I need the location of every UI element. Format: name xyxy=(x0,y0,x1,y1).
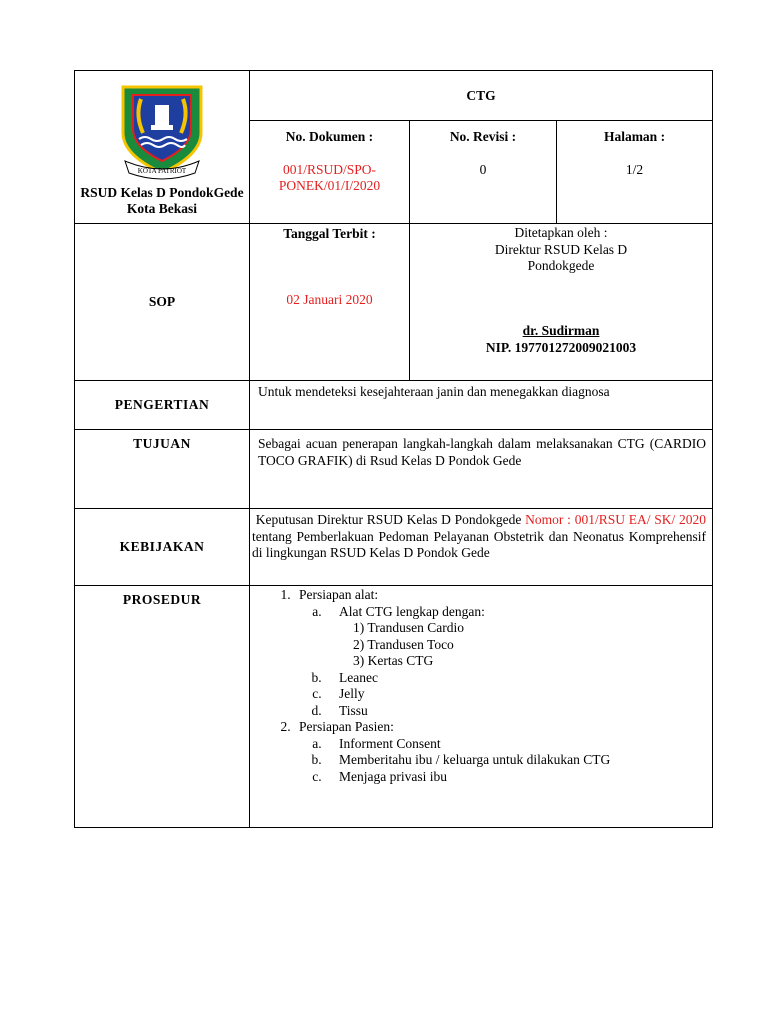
procedure-step-1d: d. Tissu xyxy=(325,703,712,720)
procedure-list xyxy=(250,587,712,785)
revision-value: 0 xyxy=(479,162,487,177)
procedure-step-1a xyxy=(325,604,712,670)
revision-cell xyxy=(410,121,557,224)
signer-nip: NIP. 197701272009021003 xyxy=(485,339,637,355)
kebijakan-text-2: tentang Pemberlakuan Pedoman Pelayanan Obstetrik dan Neonatus Komprehensif di lingkungan RSUD Kelas D Pondok Gede xyxy=(252,512,727,560)
pengertian-text: Untuk mendeteksi kesejahteraan janin dan menegakkan diagnosa xyxy=(258,384,610,399)
header-logo-cell xyxy=(75,71,250,224)
tujuan-text: Sebagai acuan penerapan langkah-langkah dalam melaksanakan CTG (CARDIO TOCO GRAFIK) di Rsud Kelas D Pondok Gede xyxy=(258,436,707,468)
kebijakan-label: KEBIJAKAN xyxy=(119,539,205,554)
sop-label-cell xyxy=(75,224,250,381)
established-by: Ditetapkan oleh : xyxy=(514,225,608,240)
page-value: 1/2 xyxy=(625,162,644,177)
director-line-2: Pondokgede xyxy=(527,258,595,273)
pengertian-label: PENGERTIAN xyxy=(114,397,210,412)
procedure-step-2-text: Persiapan Pasien: xyxy=(299,719,394,734)
logo-ribbon-text: KOTA PATRIOT xyxy=(137,167,187,175)
equipment-item: 3) Kertas CTG xyxy=(353,653,434,668)
approval-cell xyxy=(410,224,713,381)
procedure-step-1 xyxy=(294,587,712,719)
bekasi-logo xyxy=(111,81,213,181)
page-label: Halaman : xyxy=(603,129,666,144)
procedure-step-1b: b. Leanec xyxy=(325,670,712,687)
doc-number-value-1: 001/RSUD/SPO- xyxy=(282,162,377,177)
issue-date-cell xyxy=(250,224,410,381)
sop-label: SOP xyxy=(148,294,176,309)
equipment-list xyxy=(339,620,712,670)
prosedur-content-cell xyxy=(250,586,713,828)
procedure-step-2b: b. Memberitahu ibu / keluarga untuk dilakukan CTG xyxy=(325,752,712,769)
tujuan-label-cell xyxy=(75,430,250,509)
pengertian-label-cell xyxy=(75,381,250,430)
title-text: CTG xyxy=(466,87,496,103)
director-line-1: Direktur RSUD Kelas D xyxy=(494,241,628,257)
issue-date-value: 02 Januari 2020 xyxy=(286,292,373,307)
issue-date-label: Tanggal Terbit : xyxy=(283,226,376,241)
doc-number-value-2: PONEK/01/I/2020 xyxy=(278,178,381,193)
equipment-item: 2) Trandusen Toco xyxy=(353,636,454,652)
prosedur-label: PROSEDUR xyxy=(122,592,202,607)
procedure-step-1-text: Persiapan alat: xyxy=(299,587,379,602)
org-city: Kota Bekasi xyxy=(126,201,198,216)
sop-document xyxy=(74,70,727,827)
sop-table xyxy=(74,70,727,828)
procedure-step-1-substeps xyxy=(299,604,712,720)
tujuan-text-cell xyxy=(250,430,713,509)
kebijakan-label-cell xyxy=(75,509,250,586)
signer-name: dr. Sudirman xyxy=(522,322,600,338)
page-cell xyxy=(557,121,713,224)
pengertian-text-cell xyxy=(250,381,713,430)
tujuan-label: TUJUAN xyxy=(133,436,191,451)
procedure-step-2c: c. Menjaga privasi ibu xyxy=(325,769,712,786)
procedure-step-2 xyxy=(294,719,712,785)
kebijakan-decree-number: Nomor : 001/RSU EA/ SK/ 2020 xyxy=(525,512,707,527)
equipment-item: 1) Trandusen Cardio xyxy=(353,620,464,635)
document-title xyxy=(250,71,713,121)
doc-number-label: No. Dokumen : xyxy=(285,129,374,144)
procedure-step-2a: a. Informent Consent xyxy=(325,736,712,753)
org-name: RSUD Kelas D PondokGede xyxy=(80,185,244,200)
kebijakan-text-1: Keputusan Direktur RSUD Kelas D Pondokgede xyxy=(252,512,526,527)
procedure-step-1c: c. Jelly xyxy=(325,686,712,703)
kebijakan-text-cell xyxy=(250,509,727,586)
procedure-step-2-substeps xyxy=(299,736,712,786)
doc-number-cell xyxy=(250,121,410,224)
revision-label: No. Revisi : xyxy=(449,129,517,144)
procedure-step-1a-text: Alat CTG lengkap dengan: xyxy=(339,603,485,619)
prosedur-label-cell xyxy=(75,586,250,828)
